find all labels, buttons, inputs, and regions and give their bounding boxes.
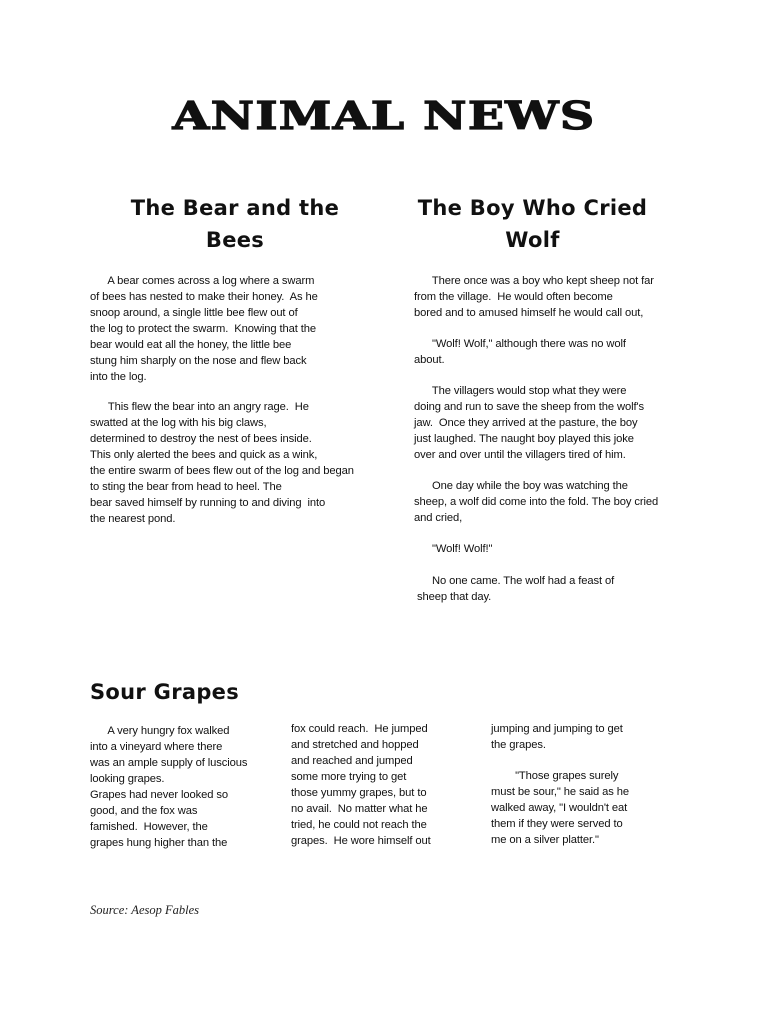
text-line: some more trying to get [291, 771, 407, 783]
text-line: bear would eat all the honey, the little bee [90, 339, 292, 351]
text-line: grapes. He wore himself out [291, 835, 431, 847]
text-line: must be sour," he said as he [491, 786, 629, 798]
text-line: "Wolf! Wolf," although there was no wolf [414, 338, 626, 350]
boy-paragraph-4 [414, 478, 658, 526]
text-line: me on a silver platter." [491, 834, 599, 846]
text-line: One day while the boy was watching the [414, 480, 628, 492]
text-line: sheep that day. [414, 591, 492, 603]
text-line: into the log. [90, 371, 147, 383]
grapes-column-1 [90, 723, 247, 851]
boy-paragraph-1 [414, 273, 654, 321]
text-line: A bear comes across a log where a swarm [90, 275, 315, 287]
article-title-bear [110, 192, 360, 256]
text-line: into a vineyard where there [90, 741, 223, 753]
text-line: the entire swarm of bees flew out of the log and began [90, 465, 354, 477]
text-line: tried, he could not reach the [291, 819, 427, 831]
text-line: "Wolf! Wolf!" [414, 543, 493, 555]
title-line: The Bear and the [130, 196, 340, 220]
title-line: Wolf [505, 228, 560, 252]
boy-paragraph-6 [414, 573, 614, 605]
text-line: and reached and jumped [291, 755, 413, 767]
text-line: A very hungry fox walked [90, 725, 230, 737]
text-line: walked away, "I wouldn't eat [491, 802, 628, 814]
text-line: to sting the bear from head to heel. The [90, 481, 282, 493]
text-line: jumping and jumping to get [491, 723, 623, 735]
text-line: famished. However, the [90, 821, 208, 833]
text-line: Grapes had never looked so [90, 789, 228, 801]
text-line: and stretched and hopped [291, 739, 419, 751]
text-line: no avail. No matter what he [291, 803, 428, 815]
boy-paragraph-5 [414, 541, 492, 557]
bear-paragraph-2 [90, 399, 354, 527]
text-line: bear saved himself by running to and diving into [90, 497, 326, 509]
text-line: The villagers would stop what they were [414, 385, 627, 397]
title-line: The Boy Who Cried [417, 196, 648, 220]
text-line: bored and to amused himself he would call out, [414, 307, 644, 319]
text-line: those yummy grapes, but to [291, 787, 427, 799]
text-line: snoop around, a single little bee flew out of [90, 307, 298, 319]
text-line: and cried, [414, 512, 463, 524]
boy-paragraph-2 [414, 336, 626, 368]
bear-paragraph-1 [90, 273, 318, 385]
text-line: the grapes. [491, 739, 546, 751]
text-line: There once was a boy who kept sheep not far [414, 275, 654, 287]
text-line: just laughed. The naught boy played this joke [414, 433, 634, 445]
text-line: doing and run to save the sheep from the wolf's [414, 401, 645, 413]
grapes-column-2 [291, 721, 431, 849]
text-line: fox could reach. He jumped [291, 723, 428, 735]
text-line: good, and the fox was [90, 805, 198, 817]
grapes-column-3-paragraph-1 [491, 721, 623, 753]
source-citation: Source: Aesop Fables [90, 903, 200, 917]
grapes-column-3-paragraph-2 [491, 768, 629, 848]
text-line: determined to destroy the nest of bees inside. [90, 433, 312, 445]
text-line: swatted at the log with his big claws, [90, 417, 267, 429]
text-line: looking grapes. [90, 773, 165, 785]
text-line: about. [414, 354, 445, 366]
text-line: over and over until the villagers tired of him. [414, 449, 626, 461]
text-line: "Those grapes surely [491, 770, 619, 782]
text-line: them if they were served to [491, 818, 623, 830]
text-line: stung him sharply on the nose and flew back [90, 355, 307, 367]
text-line: from the village. He would often become [414, 291, 613, 303]
text-line: sheep, a wolf did come into the fold. The boy cried [414, 496, 659, 508]
text-line: This flew the bear into an angry rage. He [90, 401, 309, 413]
boy-paragraph-3 [414, 383, 644, 463]
text-line: the log to protect the swarm. Knowing that the [90, 323, 317, 335]
text-line: of bees has nested to make their honey. As he [90, 291, 318, 303]
text-line: This only alerted the bees and quick as a wink, [90, 449, 318, 461]
text-line: the nearest pond. [90, 513, 176, 525]
text-line: was an ample supply of luscious [90, 757, 248, 769]
article-title-grapes: Sour Grapes [90, 680, 240, 704]
article-title-boy [405, 192, 660, 256]
text-line: No one came. The wolf had a feast of [414, 575, 615, 587]
title-line: Bees [205, 228, 265, 252]
text-line: grapes hung higher than the [90, 837, 228, 849]
masthead-title: ANIMAL NEWS [172, 93, 596, 138]
text-line: jaw. Once they arrived at the pasture, the boy [414, 417, 638, 429]
